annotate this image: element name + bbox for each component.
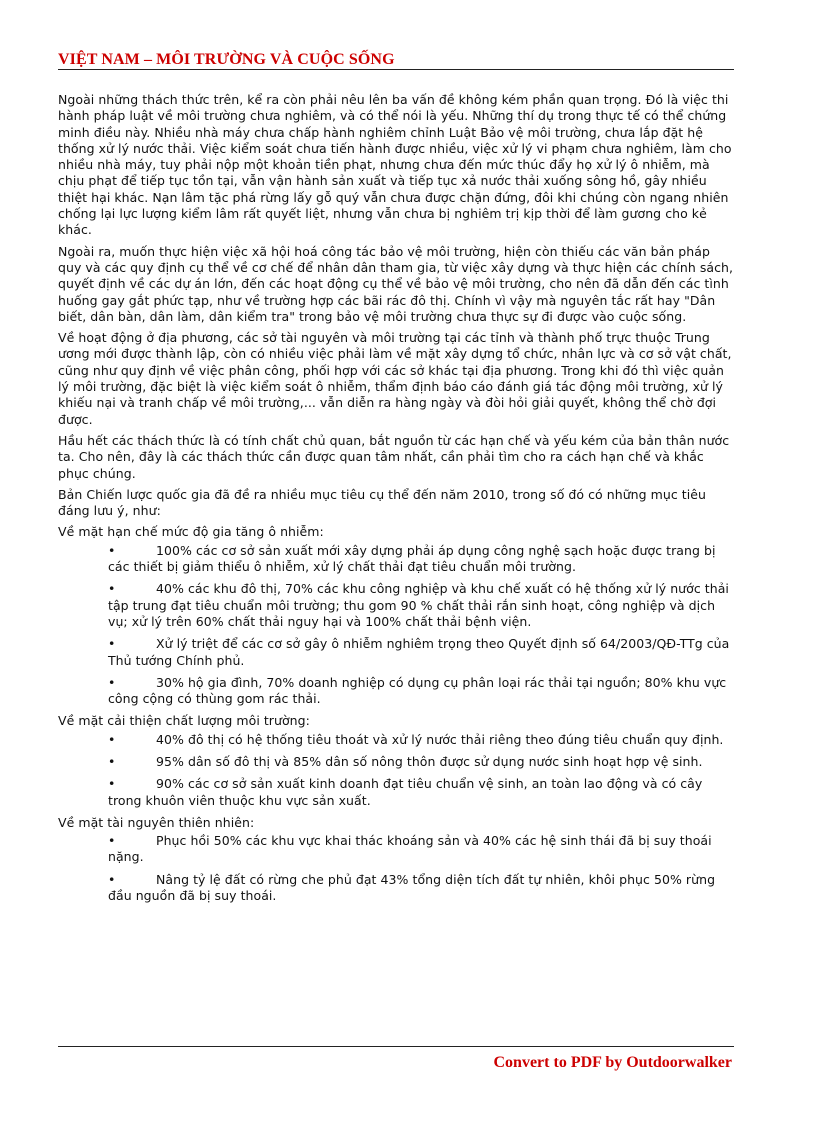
bullet-list-pollution-limit <box>58 543 734 708</box>
bullet-icon: • <box>108 753 116 769</box>
bullet-icon: • <box>108 674 116 690</box>
list-item-text: 100% các cơ sở sản xuất mới xây dựng phải áp dụng công nghệ sạch hoặc được trang bị các thiết bị giảm thiểu ô nhiễm, xử lý chất thải đạt tiêu chuẩn môi trường. <box>108 542 716 575</box>
list-item <box>108 833 734 866</box>
header-divider <box>58 69 734 70</box>
list-item-text: Nâng tỷ lệ đất có rừng che phủ đạt 43% tổng diện tích đất tự nhiên, khôi phục 50% rừng đầu nguồn đã bị suy thoái. <box>108 871 716 904</box>
list-item-text: Xử lý triệt để các cơ sở gây ô nhiễm nghiêm trọng theo Quyết định số 64/2003/QĐ-TTg của Thủ tướng Chính phủ. <box>108 636 730 668</box>
list-item-text: 90% các cơ sở sản xuất kinh doanh đạt tiêu chuẩn vệ sinh, an toàn lao động và có cây trong khuôn viên thuộc khu vực sản xuất. <box>108 776 703 808</box>
list-item <box>108 543 734 576</box>
bullet-icon: • <box>108 581 116 597</box>
bullet-icon: • <box>108 636 116 652</box>
list-item-text: 95% dân số đô thị và 85% dân số nông thôn được sử dụng nước sinh hoạt hợp vệ sinh. <box>156 753 703 769</box>
bullet-icon: • <box>108 542 116 558</box>
footer-credit: Convert to PDF by Outdoorwalker <box>493 1054 732 1071</box>
list-item <box>108 872 734 905</box>
bullet-icon: • <box>108 833 116 849</box>
list-item-text: 30% hộ gia đình, 70% doanh nghiệp có dụng cụ phân loại rác thải tại nguồn; 80% khu vực công cộng có thùng gom rác thải. <box>108 674 727 707</box>
section-heading-environment-quality: Về mặt cải thiện chất lượng môi trường: <box>58 713 310 729</box>
list-item <box>108 732 734 748</box>
bullet-icon: • <box>108 731 116 747</box>
list-item <box>108 754 734 770</box>
section-heading-pollution-limit: Về mặt hạn chế mức độ gia tăng ô nhiễm: <box>58 524 324 540</box>
paragraph-socialization: Ngoài ra, muốn thực hiện việc xã hội hoá công tác bảo vệ môi trường, hiện còn thiếu các văn bản pháp quy và các quy định cụ thể về cơ chế để nhân dân tham gia, từ việc xây dựng và thực hiện các chính sách, quyết định về các dự án lớn, đến các hoạt động cụ thể về bảo vệ môi trường, cho nên đã dẫn đến các tình huống gay gắt phức tạp, như về trường hợp các bãi rác đô thị. Chính vì vậy mà nguyên tắc rất hay "Dân biết, dân bàn, dân làm, dân kiểm tra" trong bảo vệ môi trường chưa thực sự đi được vào cuộc sống. <box>58 243 734 324</box>
paragraph-subjective-challenges: Hầu hết các thách thức là có tính chất chủ quan, bắt nguồn từ các hạn chế và yếu kém của bản thân nước ta. Cho nên, đây là các thách thức cần được quan tâm nhất, cần phải tìm cho ra cách hạn chế và khắc phục chúng. <box>58 432 730 481</box>
document-body <box>58 92 734 910</box>
bullet-icon: • <box>108 776 116 792</box>
footer-divider <box>58 1046 734 1047</box>
paragraph-challenges-law-enforcement: Ngoài những thách thức trên, kể ra còn phải nêu lên ba vấn đề không kém phần quan trọng. Đó là việc thi hành pháp luật về môi trường chưa nghiêm, và có thể nói là yếu. Những thí dụ trong thực tế có thể chứng minh điều này. Nhiều nhà máy chưa chấp hành nghiêm chỉnh Luật Bảo vệ môi trường, chưa lắp đặt hệ thống xử lý nước thải. Việc kiểm soát chưa tiến hành được nhiều, việc xử lý vi phạm chưa nghiêm, làm cho nhiều nhà máy, tuy phải nộp một khoản tiền phạt, nhưng chưa đến mức thúc đẩy họ xử lý ô nhiễm, mà chịu phạt để tiếp tục tồn tại, vẫn vận hành sản xuất và tiếp tục xả nước thải xuống sông hồ, gây nhiều thiệt hại khác. Nạn lâm tặc phá rừng lấy gỗ quý vẫn chưa được chặn đứng, đôi khi chúng còn ngang nhiên chống lại lực lượng kiểm lâm rất quyết liệt, nhưng vẫn chưa bị nghiêm trị kịp thời để làm gương cho kẻ khác. <box>58 92 732 238</box>
list-item <box>108 675 734 708</box>
list-item <box>108 581 734 630</box>
paragraph-local-activities: Về hoạt động ở địa phương, các sở tài nguyên và môi trường tại các tỉnh và thành phố trực thuộc Trung ương mới được thành lập, còn có nhiều việc phải làm về mặt xây dựng tổ chức, nhân lực và cơ sở vật chất, cũng như quy định về việc phân công, phối hợp với các sở khác tại địa phương. Trong khi đó thì việc quản lý môi trường, đặc biệt là việc kiểm soát ô nhiễm, thẩm định báo cáo đánh giá tác động môi trường, xử lý khiếu nại và tranh chấp về môi trường,... vẫn diễn ra hàng ngày và đòi hỏi giải quyết, không thể chờ đợi được. <box>58 330 732 427</box>
bullet-icon: • <box>108 871 116 887</box>
list-item-text: Phục hồi 50% các khu vực khai thác khoáng sản và 40% các hệ sinh thái đã bị suy thoái nặng. <box>108 833 712 865</box>
bullet-list-environment-quality <box>58 732 734 809</box>
list-item <box>108 776 734 809</box>
list-item-text: 40% đô thị có hệ thống tiêu thoát và xử lý nước thải riêng theo đúng tiêu chuẩn quy định. <box>156 731 724 747</box>
paragraph-national-strategy: Bản Chiến lược quốc gia đã đề ra nhiều mục tiêu cụ thể đến năm 2010, trong số đó có những mục tiêu đáng lưu ý, như: <box>58 486 706 519</box>
bullet-list-natural-resources <box>58 833 734 904</box>
page-header-title: VIỆT NAM – MÔI TRƯỜNG VÀ CUỘC SỐNG <box>58 51 395 68</box>
list-item <box>108 636 734 669</box>
list-item-text: 40% các khu đô thị, 70% các khu công nghiệp và khu chế xuất có hệ thống xử lý nước thải tập trung đạt tiêu chuẩn môi trường; thu gom 90 % chất thải rắn sinh hoạt, công nghiệp và dịch vụ; xử lý trên 60% chất thải nguy hại và 100% chất thải bệnh viện. <box>108 581 729 629</box>
section-heading-natural-resources: Về mặt tài nguyên thiên nhiên: <box>58 814 255 830</box>
